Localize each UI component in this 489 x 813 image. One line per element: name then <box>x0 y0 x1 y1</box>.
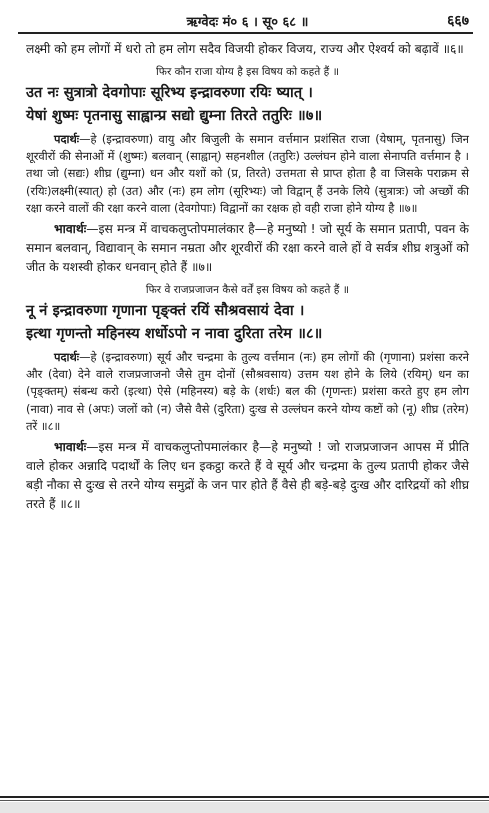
bhavartha-paragraph <box>26 438 469 514</box>
padartha-paragraph <box>26 131 469 217</box>
mantra-line-2: येषां शुष्मः पृतनासु साह्वान्प्र सद्यो द्युम्ना तिरते ततुरिः ॥७॥ <box>26 108 323 124</box>
page-number: ६६७ <box>447 13 469 29</box>
padartha-label: पदार्थः <box>54 350 80 365</box>
mantra-line-2: इत्था गृणन्तो महिनस्य शर्धोऽपो न नावा दुरिता तरेम ॥८॥ <box>26 326 323 343</box>
footer-rule-thin <box>0 800 489 801</box>
padartha-paragraph <box>26 349 469 435</box>
verse-intro: फिर कौन राजा योग्य है इस विषय को कहते हैं ॥ <box>156 66 339 78</box>
verse-7 <box>26 64 469 277</box>
padartha-text: —हे (इन्द्रावरुणा) सूर्य और चन्द्रमा के तुल्य वर्त्तमान (नः) हम लोगों की (गृणाना) प्रशंसा करने और (देवा) देने वाले राजप्रजाजनो जैसे तुम दोनों (सौश्रवसाय) उत्तम यश होने के लिये (रयिम्) धन का (पृङ्क्तम्) संबन्ध करो (इत्था) ऐसे (महिनस्य) बड़े के (शर्धः) बल की (गृणन्तः) प्रशंसा करते हुए हम लोग (नावा) नाव से (अपः) जलों को (न) जैसे वैसे (दुरिता) दुःख से उल्लंघन करने योग्य कष्टों को (नू) शीघ्र (तरेम) तरें ॥८॥ <box>26 350 469 433</box>
verse-8 <box>26 282 469 514</box>
verse-intro: फिर वे राजप्रजाजन कैसे वर्तें इस विषय को कहते हैं ॥ <box>145 284 350 297</box>
mantra-line-1: उत नः सुत्रात्रो देवगोपाः सूरिभ्य इन्द्रावरुणा रयिः ष्यात् । <box>26 85 313 101</box>
bhavartha-label: भावार्थः <box>54 222 87 237</box>
padartha-label: पदार्थः <box>54 132 80 146</box>
bhavartha-paragraph <box>26 220 469 277</box>
carryover-text: लक्ष्मी को हम लोगों में धरो तो हम लोग सदैव विजयी होकर विजय, राज्य और ऐश्वर्य को बढ़ावें ॥६॥ <box>26 42 464 56</box>
bhavartha-text: —इस मन्त्र में वाचकलुप्तोपमालंकार है—हे मनुष्यो ! जो सूर्य के समान प्रतापी, पवन के समान बलवान्, विद्यावान् के समान नम्रता और शूरवीरों की रक्षा करने वाले हों वे सर्वत्र शीघ्र शत्रुओं को जीत के यशस्वी होकर धनवान् होते हैं ॥७॥ <box>26 222 469 275</box>
header-rule <box>18 32 473 34</box>
bhavartha-label: भावार्थः <box>54 440 87 455</box>
running-title: ऋग्वेदः मं० ६ । सू० ६८ ॥ <box>186 15 309 30</box>
bhavartha-text: —इस मन्त्र में वाचकलुप्तोपमालंकार है—हे मनुष्यो ! जो राजप्रजाजन आपस में प्रीति वाले होकर अन्नादि पदार्थों के लिए धन इकट्ठा करते हैं वे सूर्य और चन्द्रमा के तुल्य प्रतापी होकर जैसे बड़ी नौका से दुःख से तरने योग्य समुद्रों के जन पार होते हैं वैसे ही बड़े-बड़े दुःख और दारिद्रयों को शीघ्र तरते हैं ॥८॥ <box>26 440 469 512</box>
page-header <box>26 10 469 32</box>
page-bottom-edge <box>0 802 489 813</box>
padartha-text: —हे (इन्द्रावरुणा) वायु और बिजुली के समान वर्त्तमान प्रशंसित राजा (येषाम्, पृतनासु) जिन शूरवीरों की सेनाओं में (शुष्मः) बलवान् (साह्वान्) सहनशील (ततुरिः) उल्लंघन होने वाला सेनापति वर्त्तमान है । तथा जो (सद्यः) शीघ्र (द्युम्ना) धन और यशों को (प्र, तिरते) उत्तमता से प्राप्त होता है वा जिसके पराक्रम से (रयिः)लक्ष्मी(स्यात्) हो (उत) और (नः) हम लोग (सूरिभ्यः) जो विद्वान् हैं उनके लिये (सुत्रात्रः) जो अच्छों की रक्षा करने वालों की रक्षा करने वाला (देवगोपाः) विद्वानों का रक्षक हो वही राजा होने योग्य है ॥७॥ <box>26 132 469 215</box>
mantra-line-1: नू नं इन्द्रावरुणा गृणाना पृङ्क्तं रयिं सौश्रवसायं देवा । <box>26 303 305 320</box>
footer-rule <box>0 796 489 798</box>
